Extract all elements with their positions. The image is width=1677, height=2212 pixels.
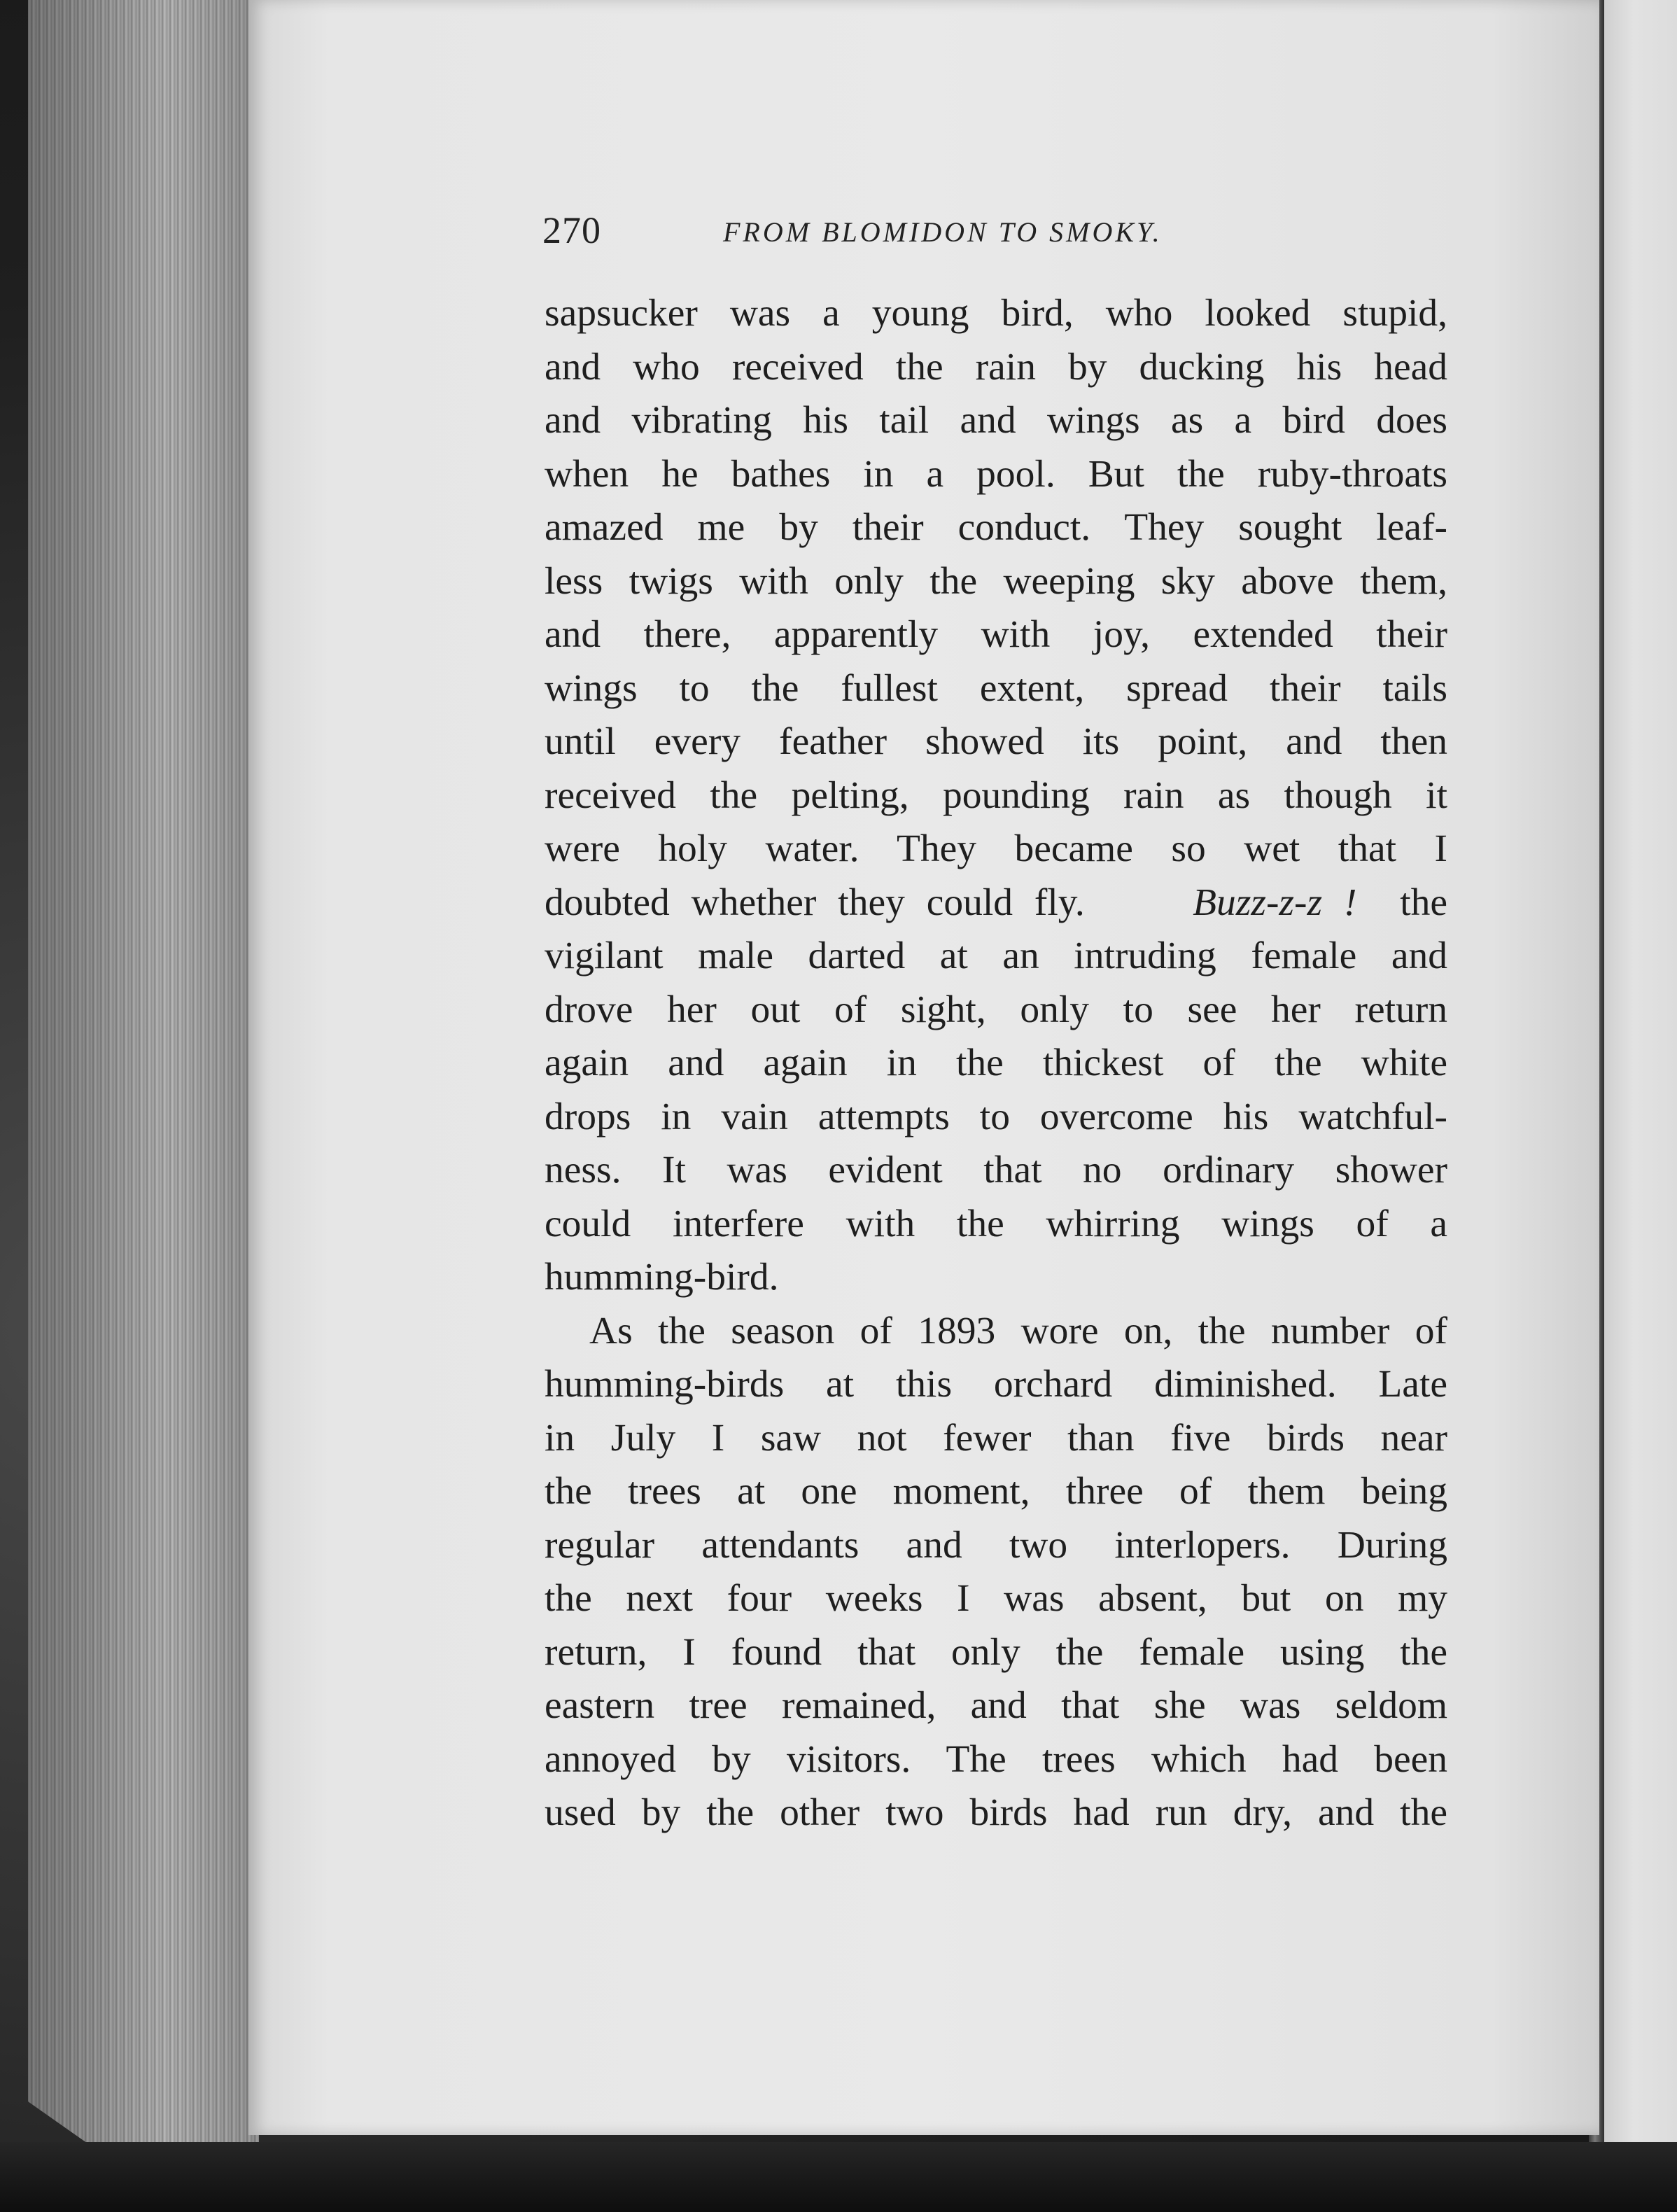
text-line: drops in vain attempts to overcome his watchful- (545, 1095, 1447, 1138)
text-line: drove her out of sight, only to see her return (545, 988, 1447, 1031)
running-head (542, 209, 1445, 258)
text-line: regular attendants and two interlopers. During (545, 1523, 1447, 1567)
book-page-edges (28, 0, 259, 2166)
text-line: received the pelting, pounding rain as though it (545, 774, 1447, 817)
text-line: and there, apparently with joy, extended their (545, 613, 1447, 656)
text-fragment: doubted whether they could fly. (545, 881, 1085, 924)
text-line: wings to the fullest extent, spread their tails (545, 666, 1447, 710)
text-line: the next four weeks I was absent, but on my (545, 1577, 1447, 1620)
text-line: could interfere with the whirring wings of a (545, 1202, 1447, 1245)
text-line: again and again in the thickest of the white (545, 1042, 1447, 1084)
text-line: annoyed by visitors. The trees which had been (545, 1737, 1447, 1781)
paragraph-first-line: As the season of 1893 wore on, the number of (589, 1309, 1447, 1352)
text-line: and who received the rain by ducking his head (545, 345, 1447, 388)
text-fragment: the (1400, 881, 1447, 924)
text-line: sapsucker was a young bird, who looked stupid, (545, 292, 1447, 335)
text-line: ness. It was evident that no ordinary shower (545, 1149, 1447, 1191)
text-line: until every feather showed its point, and then (545, 720, 1447, 763)
text-line: humming-birds at this orchard diminished. Late (545, 1363, 1447, 1406)
text-line: eastern tree remained, and that she was seldom (545, 1684, 1447, 1727)
text-line: amazed me by their conduct. They sought leaf- (545, 506, 1447, 549)
scan-bottom-band (0, 2142, 1677, 2212)
running-title: FROM BLOMIDON TO SMOKY. (723, 216, 1163, 248)
text-line: vigilant male darted at an intruding female and (545, 934, 1447, 977)
text-line: were holy water. They became so wet that I (545, 827, 1447, 870)
text-line: return, I found that only the female using the (545, 1630, 1447, 1674)
text-line: humming-bird. (545, 1256, 779, 1298)
page-number: 270 (542, 209, 601, 251)
text-line: less twigs with only the weeping sky above them, (545, 559, 1447, 603)
text-line: used by the other two birds had run dry, and the (545, 1791, 1447, 1834)
text-line-with-italic (545, 876, 1447, 930)
text-line: the trees at one moment, three of them being (545, 1470, 1447, 1513)
text-line: when he bathes in a pool. But the ruby-throats (545, 452, 1447, 496)
body-text (545, 287, 1447, 1840)
italic-exclamation: Buzz-z-z ! (1193, 881, 1357, 924)
text-line: in July I saw not fewer than five birds near (545, 1416, 1447, 1460)
text-line: and vibrating his tail and wings as a bird does (545, 399, 1447, 442)
facing-page-edge (1604, 0, 1677, 2205)
